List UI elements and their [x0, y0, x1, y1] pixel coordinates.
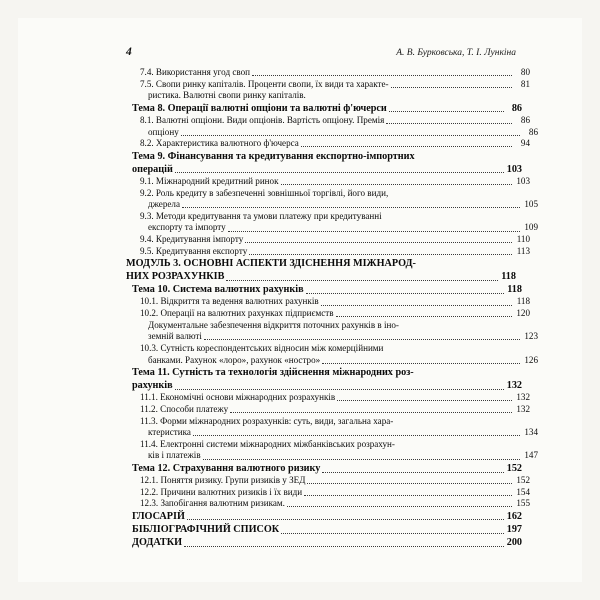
toc-leader-dots — [281, 532, 504, 534]
toc-entry-page: 103 — [516, 175, 530, 186]
toc-entry-page: 155 — [516, 498, 530, 509]
toc-entry-page: 113 — [516, 245, 530, 256]
toc-entry — [126, 222, 538, 234]
toc-entry-page: 86 — [511, 102, 522, 114]
toc-entry-page: 118 — [516, 296, 530, 307]
toc-entry-title: 10.3. Сутність кореспондентських відносин між комерційними — [140, 342, 384, 353]
toc-entry-title: Тема 12. Страхування валютного ризику — [132, 463, 321, 474]
toc-entry — [126, 427, 538, 439]
toc-entry-page: 154 — [516, 486, 530, 497]
toc-entry — [126, 379, 522, 392]
toc-leader-dots — [252, 74, 512, 76]
toc-entry-title: 9.4. Кредитування імпорту — [140, 234, 244, 245]
toc-entry-title: опціону — [148, 126, 179, 137]
page-number: 4 — [126, 46, 132, 58]
toc-entry-title: Тема 8. Операції валютні опціони та валютні ф'ючерси — [132, 102, 387, 114]
toc-entry-page: 132 — [516, 403, 530, 414]
toc-entry-title: Тема 11. Сутність та технологія здійснення міжнародних роз- — [132, 367, 414, 379]
toc-entry-title: 8.2. Характеристика валютного ф'ючерса — [140, 138, 299, 149]
toc-leader-dots — [336, 315, 512, 317]
toc-entry-title: ків і платежів — [148, 450, 201, 461]
toc-entry — [126, 523, 522, 536]
toc-entry-title: 7.4. Використання угод своп — [140, 67, 251, 77]
toc-entry — [126, 416, 530, 428]
toc-leader-dots — [203, 458, 520, 460]
toc-entry-title: банками. Рахунок «лоро», рахунок «ностро» — [148, 354, 321, 365]
toc-entry — [126, 366, 522, 379]
toc-entry-title: 10.2. Операції на валютних рахунках підприємств — [140, 308, 334, 319]
toc-entry — [126, 331, 538, 343]
toc-entry-title: Тема 10. Система валютних рахунків — [132, 284, 304, 296]
toc-entry-page: 81 — [520, 78, 530, 89]
toc-leader-dots — [386, 122, 512, 124]
toc-entry — [126, 138, 530, 150]
toc-entry — [126, 487, 530, 499]
toc-entry — [126, 510, 522, 523]
toc-entry-page: 118 — [507, 284, 522, 296]
toc-entry — [126, 127, 538, 139]
toc-leader-dots — [287, 505, 512, 507]
toc-entry — [126, 498, 530, 510]
toc-entry — [126, 199, 538, 211]
toc-entry-title: МОДУЛЬ 3. ОСНОВНІ АСПЕКТИ ЗДІСНЕННЯ МІЖНАРОД- — [126, 258, 416, 270]
toc-entry — [126, 90, 538, 102]
toc-entry — [126, 283, 522, 296]
toc-leader-dots — [187, 518, 504, 520]
toc-entry — [126, 355, 538, 367]
toc-entry-page: 118 — [501, 271, 516, 283]
toc-leader-dots — [389, 110, 504, 112]
toc-leader-dots — [301, 145, 512, 147]
toc-entry — [126, 308, 530, 320]
toc-entry-title: 12.2. Причини валютних ризиків і їх види — [140, 486, 303, 497]
toc-entry-title: ктеристика — [148, 427, 191, 438]
toc-entry-title: 12.3. Запобігання валютним ризикам. — [140, 498, 285, 509]
toc-entry-title: 9.3. Методи кредитування та умови платежу при кредитуванні — [140, 210, 382, 221]
toc-entry-title: 10.1. Відкриття та ведення валютних рахунків — [140, 296, 319, 307]
toc-leader-dots — [226, 279, 498, 281]
toc-entry — [126, 150, 522, 163]
toc-entry-page: 134 — [524, 427, 538, 438]
toc-entry — [126, 102, 522, 115]
toc-entry-title: 9.2. Роль кредиту в забезпеченні зовнішньої торгівлі, його види, — [140, 187, 389, 198]
toc-entry-title: БІБЛІОГРАФІЧНИЙ СПИСОК — [132, 523, 280, 535]
toc-entry-title: 12.1. Поняття ризику. Групи ризиків у ЗЕД — [140, 475, 306, 486]
page-sheet — [18, 18, 582, 582]
toc-entry — [126, 536, 522, 549]
toc-entry — [126, 115, 530, 127]
toc-entry — [126, 234, 530, 246]
toc-entry — [126, 392, 530, 404]
toc-entry — [126, 211, 530, 223]
toc-entry — [126, 176, 530, 188]
toc-entry — [126, 343, 530, 355]
toc-entry-page: 86 — [520, 114, 530, 125]
toc-leader-dots — [204, 338, 520, 340]
toc-entry — [126, 439, 530, 451]
toc-entry — [126, 320, 538, 332]
toc-entry-title: 7.5. Свопи ринку капіталів. Проценти свопи, їх види та характе- — [140, 78, 389, 89]
toc-entry-title: земній валюті — [148, 331, 202, 342]
toc-entry-title: 9.1. Міжнародний кредитний ринок — [140, 175, 279, 186]
toc-entry — [126, 404, 530, 416]
toc-entry-page: 120 — [516, 308, 530, 319]
toc-entry-title: 11.1. Економічні основи міжнародних розрахунків — [140, 392, 336, 403]
toc-entry-title: експорту та імпорту — [148, 222, 226, 233]
toc-entry-page: 105 — [524, 199, 538, 210]
toc-entry-page: 132 — [516, 392, 530, 403]
toc-leader-dots — [391, 86, 512, 88]
toc-entry-title: НИХ РОЗРАХУНКІВ — [126, 271, 225, 283]
toc-entry-page: 80 — [520, 67, 530, 77]
toc-entry-page: 86 — [528, 126, 538, 137]
toc-entry-title: 11.3. Форми міжнародних розрахунків: суть, види, загальна хара- — [140, 415, 394, 426]
toc-entry — [126, 163, 522, 176]
toc-entry-page: 109 — [524, 222, 538, 233]
toc-leader-dots — [181, 134, 520, 136]
toc-entry — [126, 270, 516, 283]
toc-leader-dots — [304, 494, 512, 496]
toc-leader-dots — [337, 399, 512, 401]
toc-entry — [126, 462, 522, 475]
toc-entry — [126, 257, 516, 270]
toc-leader-dots — [321, 304, 512, 306]
toc-leader-dots — [182, 206, 520, 208]
toc-entry-page: 200 — [506, 537, 522, 549]
toc-entry — [126, 79, 530, 91]
toc-entry-page: 152 — [516, 475, 530, 486]
toc-entry-title: Документальне забезпечення відкриття поточних рахунків в іно- — [148, 319, 399, 330]
toc-entry-title: 8.1. Валютні опціони. Види опціонів. Вартість опціону. Премія — [140, 114, 385, 125]
running-head: А. В. Бурковська, Т. І. Лункіна — [396, 48, 516, 58]
toc-leader-dots — [230, 411, 512, 413]
toc-entry-title: 11.4. Електронні системи міжнародних міжбанківських розрахун- — [140, 438, 395, 449]
toc-entry-title: ДОДАТКИ — [132, 537, 183, 549]
toc-entry-page: 162 — [506, 510, 522, 522]
toc-entry-page: 147 — [524, 450, 538, 461]
toc-entry-title: джерела — [148, 199, 180, 210]
toc-entry-title: 11.2. Способи платежу — [140, 403, 229, 414]
toc-entry-title: операцій — [132, 163, 173, 175]
toc-entry-title: Тема 9. Фінансування та кредитування експортно-імпортних — [132, 150, 415, 162]
toc-entry-page: 197 — [506, 523, 522, 535]
toc-leader-dots — [193, 434, 520, 436]
page-header — [126, 46, 516, 60]
toc-entry-page: 126 — [524, 354, 538, 365]
toc-leader-dots — [322, 471, 504, 473]
toc-leader-dots — [281, 183, 512, 185]
toc-entry — [126, 475, 530, 487]
toc-leader-dots — [322, 362, 520, 364]
toc-leader-dots — [175, 388, 504, 390]
toc-entry-title: рахунків — [132, 380, 173, 392]
toc-entry-page: 103 — [506, 163, 522, 175]
toc-leader-dots — [306, 292, 504, 294]
toc-leader-dots — [307, 482, 512, 484]
toc-entry — [126, 246, 530, 258]
toc-entry-page: 123 — [524, 331, 538, 342]
toc-leader-dots — [245, 241, 512, 243]
table-of-contents — [126, 67, 538, 549]
toc-entry-page: 132 — [506, 380, 522, 392]
toc-entry — [126, 450, 538, 462]
toc-leader-dots — [249, 253, 512, 255]
toc-leader-dots — [175, 171, 504, 173]
toc-entry-title: 9.5. Кредитування експорту — [140, 245, 248, 256]
page-content — [126, 46, 538, 549]
toc-entry — [126, 296, 530, 308]
toc-entry — [126, 67, 530, 79]
toc-entry-page: 152 — [506, 463, 522, 474]
toc-entry-page: 94 — [520, 138, 530, 149]
toc-leader-dots — [184, 545, 504, 547]
toc-entry-title: ГЛОСАРІЙ — [132, 510, 185, 522]
toc-leader-dots — [228, 230, 520, 232]
toc-entry — [126, 188, 530, 200]
toc-entry-page: 110 — [516, 234, 530, 245]
toc-entry-title: ристика. Валютні свопи ринку капіталів. — [148, 90, 306, 101]
